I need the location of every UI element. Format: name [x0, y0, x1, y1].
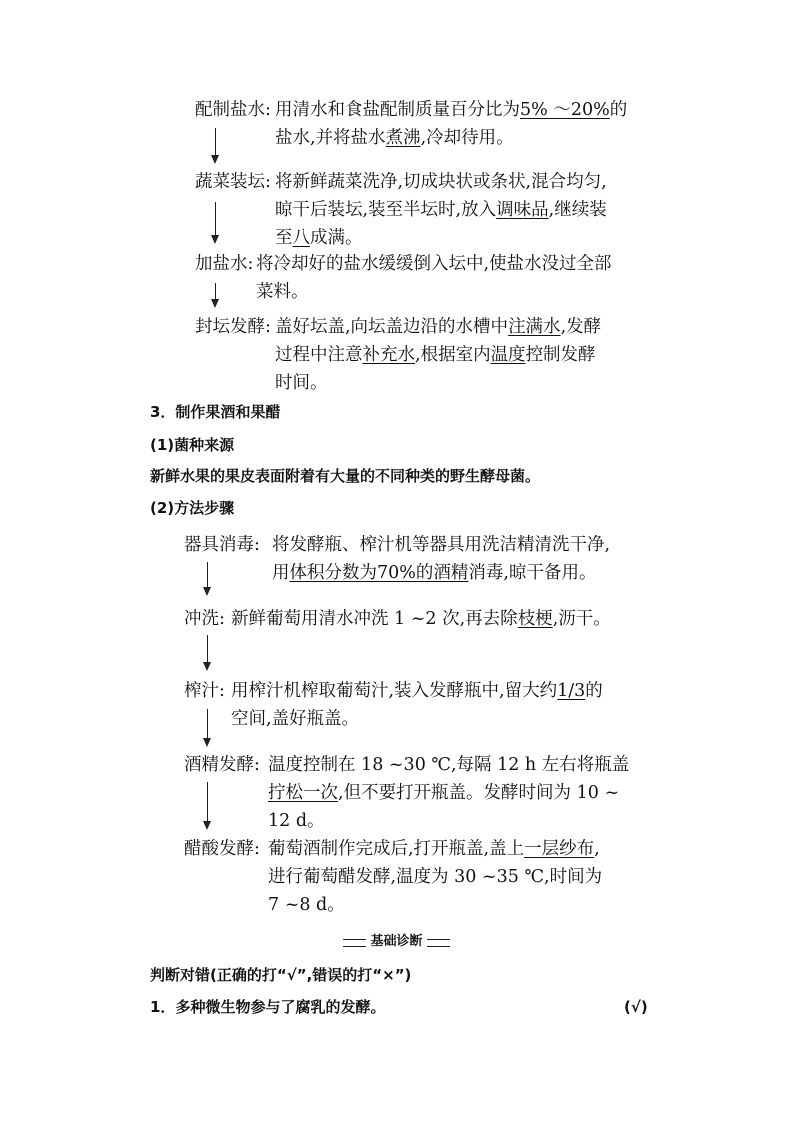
text-segment: 盐水,并将盐水: [275, 128, 386, 148]
step-add-brine-text: [256, 250, 612, 306]
flow-arrow: [215, 283, 216, 306]
text-segment: ,但不要打开瓶盖。发酵时间为 10 ~: [338, 783, 620, 803]
step-acetic-ferment-label: 醋酸发酵:: [184, 839, 260, 859]
step-alcohol-ferment-text: [268, 751, 629, 835]
flow-arrow: [207, 562, 208, 594]
text-segment: 菜料。: [256, 282, 309, 302]
question-1: [150, 995, 385, 1019]
text-segment: 空间,盖好瓶盖。: [231, 709, 360, 729]
text-line: [256, 278, 612, 306]
subheading-source: (1)菌种来源: [150, 436, 235, 454]
text-line: [275, 196, 607, 224]
text-segment: 盖好坛盖,向坛盖边沿的水槽中: [275, 317, 509, 337]
subheading-steps: (2)方法步骤: [150, 499, 235, 517]
text-segment: 成满。: [310, 228, 363, 248]
underlined-keyword: 一层纱布: [524, 839, 595, 859]
step-juice-label: 榨汁:: [184, 681, 225, 701]
text-segment: ,发酵: [560, 317, 602, 337]
text-segment: 12 d。: [268, 811, 325, 831]
text-line: [275, 124, 627, 152]
flow-arrow: [215, 202, 216, 242]
text-segment: 至: [275, 228, 293, 248]
underlined-keyword: 5% ～20%: [520, 100, 610, 120]
banner-label: 基础诊断: [343, 932, 450, 952]
step-sterilize-label: 器具消毒:: [184, 535, 260, 555]
text-line: [268, 863, 602, 891]
step-pack-vegetables-text: [275, 168, 607, 252]
step-sterilize-text: [272, 531, 610, 587]
text-segment: 的: [585, 681, 603, 701]
text-line: [231, 605, 611, 633]
underlined-keyword: 补充水: [362, 345, 415, 365]
text-segment: ,沥干。: [552, 609, 611, 629]
text-segment: 晾干后装坛,装至半坛时,放入: [275, 200, 497, 220]
text-line: [268, 891, 602, 919]
text-segment: 用清水和食盐配制质量百分比为: [275, 100, 520, 120]
text-segment: ,根据室内: [415, 345, 491, 365]
text-line: [272, 531, 610, 559]
basic-diagnosis-banner: [343, 934, 450, 952]
step-seal-ferment-label: 封坛发酵:: [195, 317, 271, 337]
text-line: [275, 313, 601, 341]
text-segment: ,: [594, 839, 600, 859]
text-line: [268, 807, 629, 835]
text-segment: 温度控制在 18 ~30 ℃,每隔 12 h 左右将瓶盖: [268, 755, 630, 775]
underlined-keyword: 注满水: [508, 317, 561, 337]
text-line: [275, 369, 601, 397]
step-prepare-brine-text: [275, 96, 627, 152]
text-segment: 葡萄酒制作完成后,打开瓶盖,盖上: [268, 839, 525, 859]
step-juice-text: [231, 677, 603, 733]
text-segment: 的: [609, 100, 628, 120]
step-rinse-label: 冲洗:: [184, 609, 225, 629]
judge-instructions: 判断对错(正确的打“√”,错误的打“×”): [150, 966, 412, 984]
step-alcohol-ferment-label: 酒精发酵:: [184, 755, 260, 775]
text-segment: 过程中注意: [275, 345, 363, 365]
step-acetic-ferment-text: [268, 835, 602, 919]
text-segment: 控制发酵: [525, 345, 596, 365]
underlined-keyword: 八: [292, 228, 310, 248]
text-segment: 用: [272, 563, 290, 583]
text-line: [256, 250, 612, 278]
underlined-keyword: 拧松一次: [268, 783, 338, 803]
step-seal-ferment-text: [275, 313, 601, 397]
text-segment: 时间。: [275, 373, 328, 393]
text-segment: ,继续装: [548, 200, 607, 220]
question-1-answer: (√): [624, 998, 648, 1016]
text-segment: 将新鲜蔬菜洗净,切成块状或条状,混合均匀,: [275, 172, 607, 192]
text-segment: 进行葡萄醋发酵,温度为 30 ~35 ℃,时间为: [268, 867, 603, 887]
flow-arrow: [215, 128, 216, 162]
underlined-keyword: 体积分数为70%的酒精: [289, 563, 469, 583]
text-line: [268, 835, 602, 863]
text-segment: 新鲜葡萄用清水冲洗 1 ~2 次,再去除: [231, 609, 518, 629]
section-heading: 3．制作果酒和果醋: [150, 403, 281, 421]
flow-arrow: [207, 782, 208, 828]
text-segment: ,冷却待用。: [420, 128, 514, 148]
question-text: 多种微生物参与了腐乳的发酵。: [175, 998, 386, 1016]
flow-arrow: [207, 709, 208, 745]
underlined-keyword: 煮沸: [385, 128, 421, 148]
text-line: [272, 559, 610, 587]
text-line: [231, 677, 603, 705]
text-line: [275, 341, 601, 369]
text-segment: 消毒,晾干备用。: [468, 563, 597, 583]
text-segment: 将冷却好的盐水缓缓倒入坛中,使盐水没过全部: [256, 254, 612, 274]
underlined-keyword: 调味品: [496, 200, 549, 220]
question-number: 1．: [150, 998, 176, 1016]
step-pack-vegetables-label: 蔬菜装坛:: [195, 172, 271, 192]
text-line: [268, 751, 629, 779]
text-line: [275, 224, 607, 252]
text-line: [268, 779, 629, 807]
source-text: 新鲜水果的果皮表面附着有大量的不同种类的野生酵母菌。: [150, 467, 541, 485]
text-segment: 用榨汁机榨取葡萄汁,装入发酵瓶中,留大约: [231, 681, 558, 701]
text-segment: 7 ~8 d。: [268, 895, 345, 915]
text-segment: 将发酵瓶、榨汁机等器具用洗洁精清洗干净,: [272, 535, 611, 555]
step-add-brine-label: 加盐水:: [195, 254, 254, 274]
step-rinse-text: [231, 605, 611, 633]
flow-arrow: [207, 635, 208, 669]
underlined-keyword: 1/3: [557, 681, 586, 701]
underlined-keyword: 枝梗: [517, 609, 553, 629]
text-line: [275, 168, 607, 196]
underlined-keyword: 温度: [490, 345, 526, 365]
text-line: [231, 705, 603, 733]
text-line: [275, 96, 627, 124]
step-prepare-brine-label: 配制盐水:: [195, 100, 271, 120]
